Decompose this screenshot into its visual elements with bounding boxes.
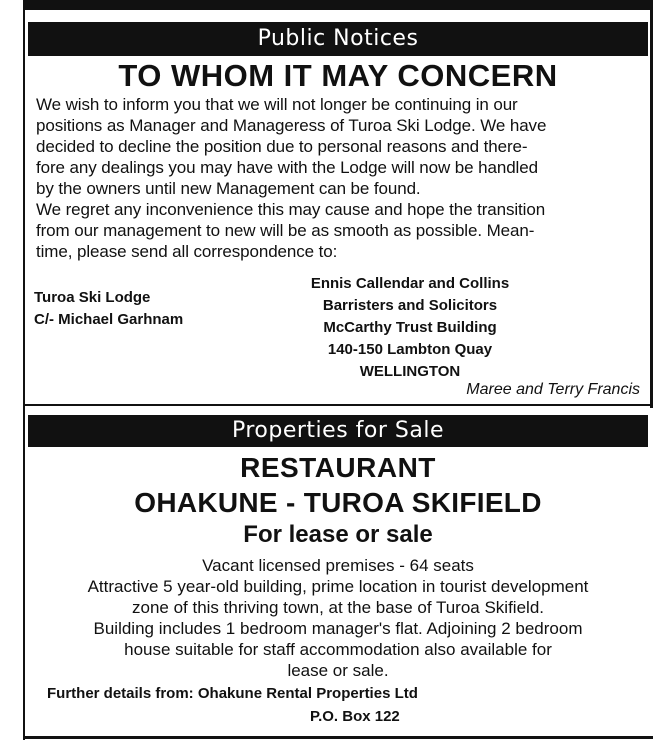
section-divider-rule bbox=[23, 404, 653, 406]
property-line: zone of this thriving town, at the base of Turoa Skifield. bbox=[131, 598, 544, 617]
properties-header-bar: Properties for Sale bbox=[28, 415, 648, 447]
address-line: McCarthy Trust Building bbox=[323, 319, 497, 336]
notice-line: We regret any inconvenience this may cause and hope the transition bbox=[36, 200, 546, 219]
right-border-rule bbox=[650, 0, 653, 408]
po-box: P.O. Box 122 bbox=[310, 708, 400, 725]
address-line: Barristers and Solicitors bbox=[322, 297, 498, 314]
address-right-block bbox=[270, 273, 550, 383]
property-description bbox=[28, 555, 648, 681]
further-details-label: Further details from: bbox=[47, 685, 194, 702]
public-notices-header-bar: Public Notices bbox=[28, 22, 648, 56]
notice-line: positions as Manager and Manageress of Turoa Ski Lodge. We have bbox=[36, 116, 547, 135]
address-line: C/- Michael Garhnam bbox=[34, 311, 184, 328]
property-headline: RESTAURANT bbox=[240, 452, 436, 483]
address-line: WELLINGTON bbox=[359, 363, 461, 380]
property-line: Building includes 1 bedroom manager's flat. Adjoining 2 bedroom bbox=[93, 619, 583, 638]
address-line: Ennis Callendar and Collins bbox=[310, 275, 510, 292]
notice-line: decided to decline the position due to personal reasons and there- bbox=[36, 137, 528, 156]
notice-line: fore any dealings you may have with the Lodge will now be handled bbox=[36, 158, 538, 177]
bottom-border-rule bbox=[23, 736, 653, 739]
address-left-block bbox=[34, 287, 183, 331]
notice-line: time, please send all correspondence to: bbox=[36, 242, 338, 261]
further-details bbox=[47, 684, 418, 704]
address-line: 140-150 Lambton Quay bbox=[327, 341, 493, 358]
property-line: house suitable for staff accommodation also available for bbox=[124, 640, 552, 659]
notice-line: by the owners until new Management can be found. bbox=[36, 179, 421, 198]
property-subheadline: For lease or sale bbox=[243, 521, 433, 548]
notice-line: We wish to inform you that we will not longer be continuing in our bbox=[36, 95, 518, 114]
notice-line: from our management to new will be as smooth as possible. Mean- bbox=[36, 221, 535, 240]
property-line: Attractive 5 year-old building, prime location in tourist development bbox=[87, 577, 589, 596]
notice-signature: Maree and Terry Francis bbox=[466, 381, 640, 398]
left-border-rule bbox=[23, 0, 25, 740]
property-location-headline: OHAKUNE - TUROA SKIFIELD bbox=[134, 487, 542, 518]
property-line: Vacant licensed premises - 64 seats bbox=[202, 556, 474, 575]
notice-headline: TO WHOM IT MAY CONCERN bbox=[118, 58, 558, 93]
further-details-value: Ohakune Rental Properties Ltd bbox=[197, 685, 418, 702]
property-line: lease or sale. bbox=[287, 661, 389, 680]
notice-body bbox=[36, 94, 641, 262]
top-border-rule bbox=[23, 0, 653, 10]
address-line: Turoa Ski Lodge bbox=[34, 289, 151, 306]
